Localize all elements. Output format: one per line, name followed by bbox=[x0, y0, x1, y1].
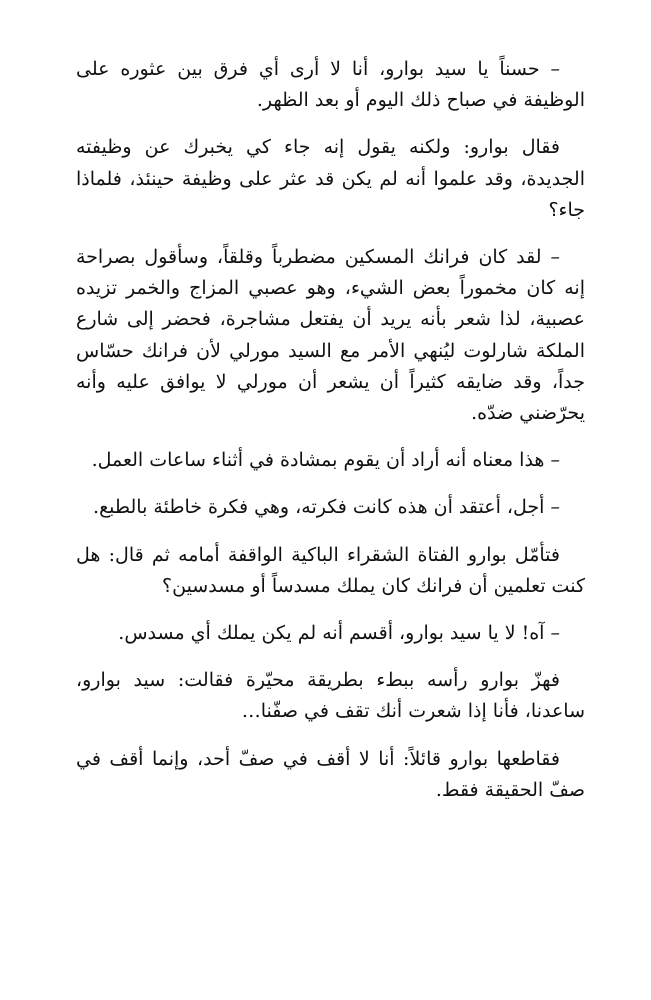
paragraph-3: – لقد كان فرانك المسكين مضطرباً وقلقاً، وسأقول بصراحة إنه كان مخموراً بعض الشيء، وهو عصبي المزاج والخمر تزيده عصبية، لذا شعر بأنه يريد أن يفتعل مشاجرة، فحضر إلى شارع الملكة شارلوت ليُنهي الأمر مع السيد مورلي لأن فرانك حسّاس جداً، وقد ضايقه كثيراً أن يشعر أن مورلي لا يوافق عليه وأنه يحرّضني ضدّه. bbox=[76, 246, 585, 425]
paragraph-2: فقال بوارو: ولكنه يقول إنه جاء كي يخبرك عن وظيفته الجديدة، وقد علموا أنه لم يكن قد عثر على وظيفة حينئذ، فلماذا جاء؟ bbox=[76, 136, 585, 221]
paragraph-5: – أجل، أعتقد أن هذه كانت فكرته، وهي فكرة خاطئة بالطبع. bbox=[93, 496, 560, 519]
paragraph-7: – آه! لا يا سيد بوارو، أقسم أنه لم يكن يملك أي مسدس. bbox=[118, 622, 560, 645]
paragraph-1: – حسناً يا سيد بوارو، أنا لا أرى أي فرق بين عثوره على الوظيفة في صباح ذلك اليوم أو بعد الظهر. bbox=[76, 58, 585, 112]
paragraph-8: فهزّ بوارو رأسه ببطء بطريقة محيّرة فقالت: سيد بوارو، ساعدنا، فأنا إذا شعرت أنك تقف في صفّنا… bbox=[76, 669, 585, 723]
book-page bbox=[76, 54, 585, 822]
paragraph-4: – هذا معناه أنه أراد أن يقوم بمشادة في أثناء ساعات العمل. bbox=[91, 449, 560, 472]
paragraph-6: فتأمّل بوارو الفتاة الشقراء الباكية الواقفة أمامه ثم قال: هل كنت تعلمين أن فرانك كان يملك مسدساً أو مسدسين؟ bbox=[76, 543, 585, 597]
paragraph-9: فقاطعها بوارو قائلاً: أنا لا أقف في صفّ أحد، وإنما أقف في صفّ الحقيقة فقط. bbox=[76, 747, 585, 801]
